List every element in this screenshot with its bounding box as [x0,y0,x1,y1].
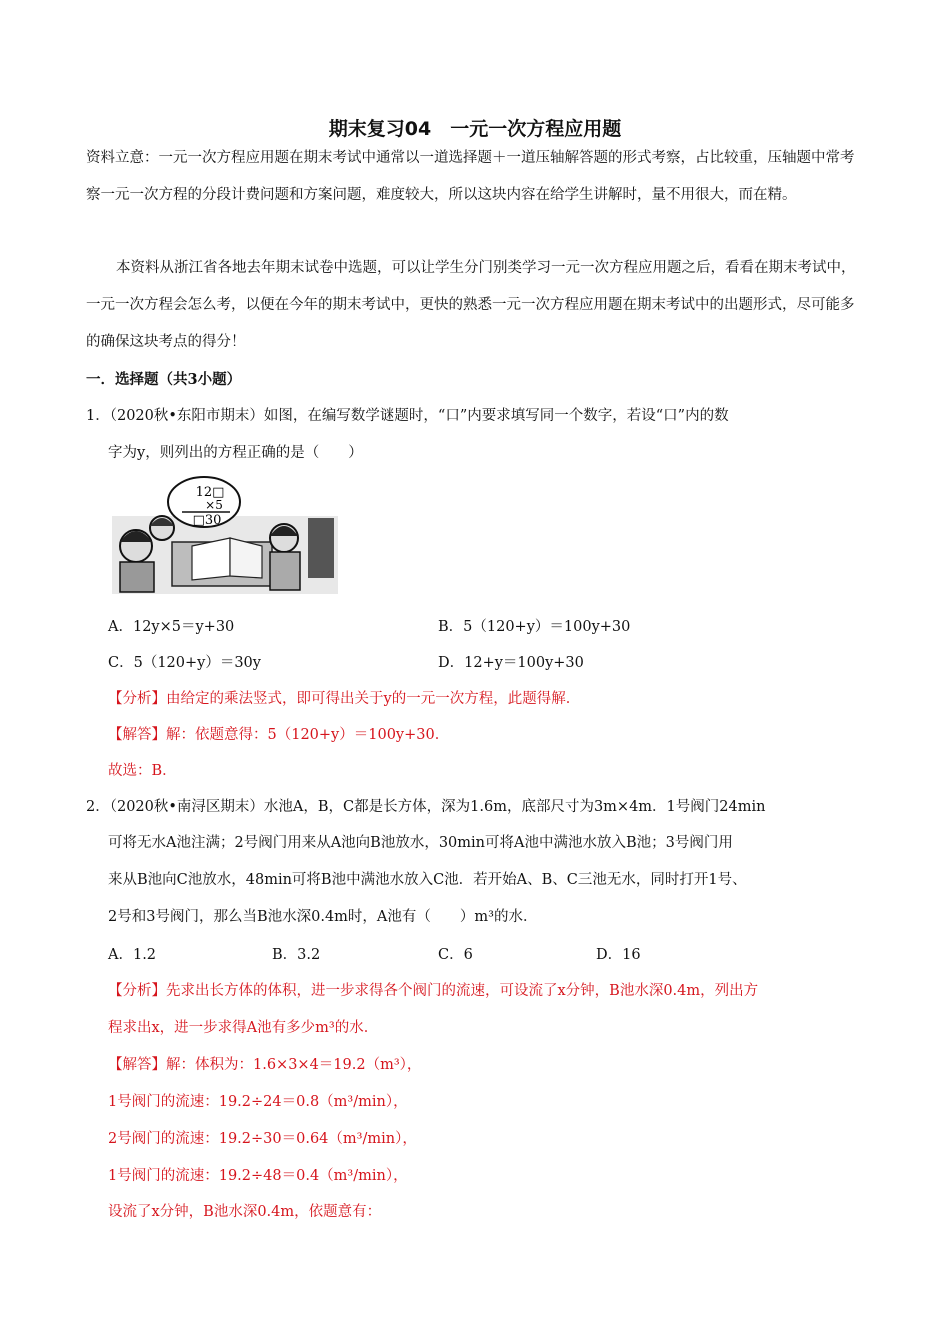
puzzle-row-3: □30 [192,513,222,528]
q2-text-line-4: 2号和3号阀门，那么当B池水深0.4m时，A池有（ ）m³的水． [108,909,538,925]
q2-option-c: C．6 [438,947,473,963]
q1-choice: 故选：B． [108,763,177,779]
q2-answer-line-2: 1号阀门的流速：19.2÷24＝0.8（m³/min）， [108,1094,408,1110]
q1-option-a: A．12y×5＝y+30 [108,619,235,635]
q2-option-a: A．1.2 [108,947,157,963]
illustration-shelf [308,518,334,578]
section-heading: 一．选择题（共3小题） [86,371,242,388]
q1-analysis: 【分析】由给定的乘法竖式，即可得出关于y的一元一次方程，此题得解． [108,691,581,707]
intro-paragraph-1: 资料立意：一元一次方程应用题在期末考试中通常以一道选择题＋一道压轴解答题的形式考察，占比较重，压轴题中常考察一元一次方程的分段计费问题和方案问题，难度较大，所以这块内容在给学生讲解时，量不用很大，而在精。 [86,150,855,203]
page-title: 期末复习04 一元一次方程应用题 [328,118,622,140]
puzzle-row-1: 12□ [195,485,225,500]
q2-answer-line-5: 设流了x分钟，B池水深0.4m，依题意有： [108,1204,382,1220]
q2-option-b: B．3.2 [272,947,321,963]
intro-paragraph-2: 本资料从浙江省各地去年期末试卷中选题，可以让学生分门别类学习一元一次方程应用题之后，看看在期末考试中，一元一次方程会怎么考，以便在今年的期末考试中，更快的熟悉一元一次方程应用题在期末考试中的出题形式，尽可能多的确保这块考点的得分！ [86,260,856,350]
q1-option-b: B．5（120+y）＝100y+30 [438,619,631,635]
q1-answer: 【解答】解：依题意得：5（120+y）＝100y+30． [108,727,450,743]
q1-text-line-2: 字为y，则列出的方程正确的是（ ） [108,445,363,461]
q2-answer-line-1: 【解答】解：体积为：1.6×3×4＝19.2（m³）， [108,1057,422,1073]
q2-option-d: D．16 [596,947,641,963]
q2-analysis-line-1: 【分析】先求出长方体的体积，进一步求得各个阀门的流速，可设流了x分钟，B池水深0.4m，列出方 [108,983,759,999]
q2-text-line-3: 来从B池向C池放水，48min可将B池中满池水放入C池．若开始A、B、C三池无水，同时打开1号、 [108,872,747,888]
q2-analysis-line-2: 程求出x，进一步求得A池有多少m³的水． [108,1020,379,1036]
q1-option-c: C．5（120+y）＝30y [108,655,261,671]
q1-puzzle-illustration [112,476,338,594]
q2-text-line-1: 2．（2020秋•南浔区期末）水池A，B，C都是长方体，深为1.6m，底部尺寸为3m×4m．1号阀门24min [86,799,766,815]
q1-option-d: D．12+y＝100y+30 [438,655,584,671]
puzzle-row-2: ×5 [205,498,223,512]
q2-text-line-2: 可将无水A池注满；2号阀门用来从A池向B池放水，30min可将A池中满池水放入B池；3号阀门用 [108,835,733,851]
q1-text-line-1: 1．（2020秋•东阳市期末）如图，在编写数学谜题时，“口”内要求填写同一个数字，若设“口”内的数 [86,408,729,424]
q2-answer-line-4: 1号阀门的流速：19.2÷48＝0.4（m³/min）， [108,1168,408,1184]
q2-answer-line-3: 2号阀门的流速：19.2÷30＝0.64（m³/min）， [108,1131,417,1147]
illustration-book [192,538,230,580]
